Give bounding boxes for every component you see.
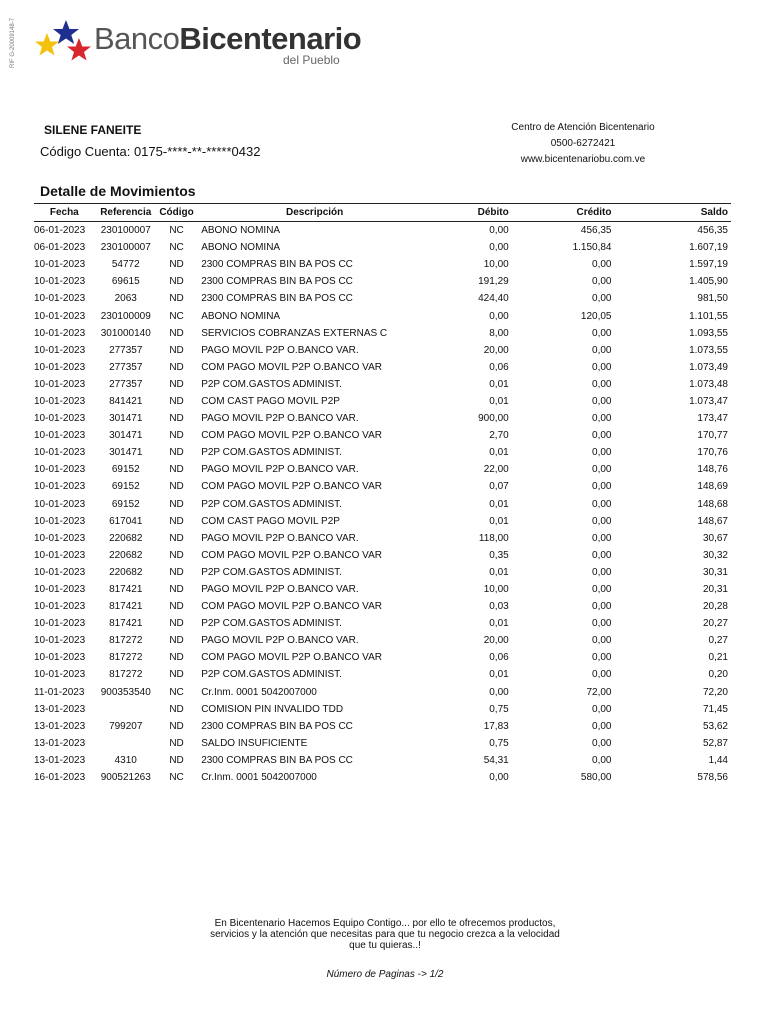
- cell-referencia: 277357: [109, 361, 143, 373]
- table-row: [34, 496, 731, 513]
- cell-credito: 0,00: [592, 635, 612, 647]
- cell-debito: 0,00: [489, 242, 509, 254]
- table-row: [34, 393, 731, 410]
- cell-descripcion: PAGO MOVIL P2P O.BANCO VAR.: [201, 413, 359, 425]
- cell-credito: 0,00: [592, 618, 612, 630]
- cell-descripcion: COMISION PIN INVALIDO TDD: [201, 703, 344, 715]
- cell-debito: 0,01: [489, 378, 509, 390]
- cell-saldo: 1.073,49: [689, 361, 728, 373]
- cell-fecha: 10-01-2023: [34, 635, 86, 647]
- bank-logo: [34, 20, 362, 70]
- cell-saldo: 148,67: [697, 515, 728, 527]
- header-debito: Débito: [428, 204, 511, 222]
- cell-fecha: 10-01-2023: [34, 259, 86, 271]
- page-number: Número de Paginas -> 1/2: [326, 969, 444, 980]
- cell-credito: 0,00: [592, 430, 612, 442]
- cell-debito: 54,31: [483, 754, 509, 766]
- cell-saldo: 578,56: [697, 772, 728, 784]
- cell-descripcion: COM PAGO MOVIL P2P O.BANCO VAR: [201, 430, 382, 442]
- cell-descripcion: P2P COM.GASTOS ADMINIST.: [201, 669, 342, 681]
- cell-descripcion: P2P COM.GASTOS ADMINIST.: [201, 566, 342, 578]
- cell-referencia: 301471: [109, 413, 143, 425]
- table-row: [34, 461, 731, 478]
- cell-descripcion: 2300 COMPRAS BIN BA POS CC: [201, 293, 353, 305]
- contact-block: [490, 120, 676, 168]
- cell-debito: 0,03: [489, 601, 509, 613]
- cell-descripcion: COM PAGO MOVIL P2P O.BANCO VAR: [201, 361, 382, 373]
- cell-codigo: ND: [169, 515, 184, 527]
- cell-fecha: 10-01-2023: [34, 532, 86, 544]
- cell-codigo: ND: [169, 276, 184, 288]
- cell-descripcion: SALDO INSUFICIENTE: [201, 737, 308, 749]
- cell-referencia: 220682: [109, 549, 143, 561]
- cell-codigo: NC: [169, 310, 184, 322]
- cell-codigo: ND: [169, 430, 184, 442]
- cell-fecha: 10-01-2023: [34, 584, 86, 596]
- cell-fecha: 06-01-2023: [34, 225, 86, 237]
- yellow-star-icon: [35, 33, 59, 56]
- cell-fecha: 10-01-2023: [34, 361, 86, 373]
- table-row: [34, 649, 731, 666]
- cell-descripcion: COM PAGO MOVIL P2P O.BANCO VAR: [201, 481, 382, 493]
- cell-fecha: 10-01-2023: [34, 413, 86, 425]
- header-fecha: Fecha: [34, 204, 95, 222]
- cell-fecha: 10-01-2023: [34, 344, 86, 356]
- cell-codigo: ND: [169, 361, 184, 373]
- cell-referencia: 54772: [111, 259, 140, 271]
- logo-wordmark: [94, 22, 361, 56]
- cell-saldo: 170,77: [697, 430, 728, 442]
- footer-message: [190, 918, 580, 951]
- cell-credito: 0,00: [592, 703, 612, 715]
- table-body: [34, 222, 731, 787]
- cell-descripcion: 2300 COMPRAS BIN BA POS CC: [201, 276, 353, 288]
- cell-debito: 0,75: [489, 737, 509, 749]
- cell-credito: 0,00: [592, 549, 612, 561]
- table-row: [34, 410, 731, 427]
- cell-referencia: 69152: [111, 464, 140, 476]
- cell-referencia: 301471: [109, 447, 143, 459]
- cell-credito: 0,00: [592, 276, 612, 288]
- header-credito: Crédito: [511, 204, 612, 222]
- cell-referencia: 841421: [109, 395, 143, 407]
- logo-subtitle: del Pueblo: [283, 53, 340, 67]
- cell-debito: 0,00: [489, 772, 509, 784]
- cell-debito: 0,01: [489, 566, 509, 578]
- table-row: [34, 547, 731, 564]
- footer-line: En Bicentenario Hacemos Equipo Contigo... por ello te ofrecemos productos,: [214, 918, 556, 929]
- cell-codigo: ND: [169, 737, 184, 749]
- cell-referencia: 69152: [111, 498, 140, 510]
- cell-descripcion: Cr.Inm. 0001 5042007000: [201, 686, 317, 698]
- cell-credito: 0,00: [592, 413, 612, 425]
- cell-referencia: [95, 735, 157, 752]
- cell-descripcion: 2300 COMPRAS BIN BA POS CC: [201, 720, 353, 732]
- cell-saldo: 30,31: [702, 566, 728, 578]
- cell-descripcion: PAGO MOVIL P2P O.BANCO VAR.: [201, 635, 359, 647]
- cell-fecha: 10-01-2023: [34, 618, 86, 630]
- cell-referencia: 817272: [109, 669, 143, 681]
- cell-referencia: 817272: [109, 635, 143, 647]
- blue-star-icon: [53, 20, 79, 44]
- table-row: [34, 632, 731, 649]
- header-referencia: Referencia: [95, 204, 157, 222]
- cell-referencia: 900353540: [100, 686, 151, 698]
- cell-referencia: 817272: [109, 652, 143, 664]
- cell-referencia: 69615: [111, 276, 140, 288]
- cell-credito: 0,00: [592, 378, 612, 390]
- cell-saldo: 72,20: [702, 686, 728, 698]
- cell-saldo: 1.597,19: [689, 259, 728, 271]
- cell-credito: 0,00: [592, 601, 612, 613]
- cell-credito: 0,00: [592, 566, 612, 578]
- cell-descripcion: Cr.Inm. 0001 5042007000: [201, 772, 317, 784]
- cell-codigo: NC: [169, 242, 184, 254]
- section-title: Detalle de Movimientos: [40, 183, 196, 199]
- logo-word-banco: Banco: [94, 21, 180, 56]
- cell-saldo: 1,44: [708, 754, 728, 766]
- footer-line: que tu quieras..!: [349, 940, 421, 951]
- cell-codigo: ND: [169, 344, 184, 356]
- cell-saldo: 170,76: [697, 447, 728, 459]
- table-row: [34, 513, 731, 530]
- cell-saldo: 20,27: [702, 618, 728, 630]
- cell-referencia: 2063: [114, 293, 137, 305]
- cell-fecha: 10-01-2023: [34, 276, 86, 288]
- cell-fecha: 16-01-2023: [34, 772, 86, 784]
- cell-descripcion: COM PAGO MOVIL P2P O.BANCO VAR: [201, 652, 382, 664]
- header-saldo: Saldo: [612, 204, 732, 222]
- cell-descripcion: COM CAST PAGO MOVIL P2P: [201, 515, 340, 527]
- cell-descripcion: P2P COM.GASTOS ADMINIST.: [201, 378, 342, 390]
- table-row: [34, 256, 731, 273]
- cell-debito: 0,35: [489, 549, 509, 561]
- cell-codigo: ND: [169, 566, 184, 578]
- cell-debito: 0,01: [489, 498, 509, 510]
- cell-debito: 191,29: [478, 276, 509, 288]
- cell-referencia: 230100009: [100, 310, 151, 322]
- cell-codigo: ND: [169, 498, 184, 510]
- cell-saldo: 52,87: [702, 737, 728, 749]
- table-row: [34, 530, 731, 547]
- cell-descripcion: ABONO NOMINA: [201, 310, 281, 322]
- cell-descripcion: SERVICIOS COBRANZAS EXTERNAS C: [201, 327, 388, 339]
- movements-table: [34, 203, 731, 786]
- cell-fecha: 10-01-2023: [34, 566, 86, 578]
- cell-saldo: 30,32: [702, 549, 728, 561]
- cell-saldo: 0,20: [708, 669, 728, 681]
- cell-referencia: [95, 701, 157, 718]
- cell-descripcion: 2300 COMPRAS BIN BA POS CC: [201, 259, 353, 271]
- cell-debito: 20,00: [483, 635, 509, 647]
- cell-credito: 0,00: [592, 259, 612, 271]
- cell-debito: 0,00: [489, 225, 509, 237]
- footer-line: servicios y la atención que necesitas para que tu negocio crezca a la velocidad: [210, 929, 560, 940]
- cell-codigo: ND: [169, 447, 184, 459]
- cell-fecha: 10-01-2023: [34, 669, 86, 681]
- table-row: [34, 239, 731, 256]
- cell-debito: 0,01: [489, 447, 509, 459]
- cell-referencia: 900521263: [100, 772, 151, 784]
- cell-referencia: 301471: [109, 430, 143, 442]
- cell-debito: 424,40: [478, 293, 509, 305]
- cell-saldo: 1.073,47: [689, 395, 728, 407]
- cell-saldo: 0,27: [708, 635, 728, 647]
- table-row: [34, 325, 731, 342]
- cell-debito: 0,00: [489, 310, 509, 322]
- cell-debito: 0,07: [489, 481, 509, 493]
- table-row: [34, 444, 731, 461]
- account-code: Código Cuenta: 0175-****-**-*****0432: [40, 144, 261, 159]
- cell-descripcion: PAGO MOVIL P2P O.BANCO VAR.: [201, 584, 359, 596]
- header-codigo: Código: [157, 204, 196, 222]
- cell-codigo: ND: [169, 584, 184, 596]
- cell-debito: 0,75: [489, 703, 509, 715]
- cell-fecha: 10-01-2023: [34, 430, 86, 442]
- table-row: [34, 666, 731, 683]
- cell-debito: 0,01: [489, 515, 509, 527]
- table-row: [34, 290, 731, 307]
- cell-credito: 1.150,84: [572, 242, 612, 254]
- cell-debito: 0,06: [489, 361, 509, 373]
- cell-fecha: 13-01-2023: [34, 754, 86, 766]
- table-row: [34, 273, 731, 290]
- cell-debito: 0,01: [489, 395, 509, 407]
- table-row: [34, 769, 731, 786]
- cell-descripcion: P2P COM.GASTOS ADMINIST.: [201, 618, 342, 630]
- table-row: [34, 701, 731, 718]
- cell-descripcion: ABONO NOMINA: [201, 225, 281, 237]
- cell-saldo: 148,69: [697, 481, 728, 493]
- cell-saldo: 30,67: [702, 532, 728, 544]
- cell-codigo: ND: [169, 259, 184, 271]
- cell-referencia: 230100007: [100, 242, 151, 254]
- cell-saldo: 71,45: [702, 703, 728, 715]
- cell-codigo: ND: [169, 327, 184, 339]
- cell-credito: 0,00: [592, 464, 612, 476]
- cell-saldo: 20,28: [702, 601, 728, 613]
- cell-fecha: 10-01-2023: [34, 327, 86, 339]
- cell-credito: 0,00: [592, 532, 612, 544]
- table-row: [34, 478, 731, 495]
- table-row: [34, 359, 731, 376]
- cell-credito: 0,00: [592, 720, 612, 732]
- cell-credito: 456,35: [580, 225, 612, 237]
- cell-debito: 8,00: [489, 327, 509, 339]
- table-row: [34, 684, 731, 701]
- cell-debito: 0,06: [489, 652, 509, 664]
- cell-fecha: 10-01-2023: [34, 515, 86, 527]
- table-header-row: [34, 204, 731, 222]
- cell-descripcion: P2P COM.GASTOS ADMINIST.: [201, 498, 342, 510]
- cell-fecha: 10-01-2023: [34, 447, 86, 459]
- cell-descripcion: COM PAGO MOVIL P2P O.BANCO VAR: [201, 601, 382, 613]
- cell-debito: 10,00: [483, 259, 509, 271]
- cell-descripcion: P2P COM.GASTOS ADMINIST.: [201, 447, 342, 459]
- cell-credito: 0,00: [592, 498, 612, 510]
- cell-codigo: ND: [169, 720, 184, 732]
- cell-referencia: 817421: [109, 601, 143, 613]
- cell-fecha: 10-01-2023: [34, 498, 86, 510]
- cell-codigo: ND: [169, 669, 184, 681]
- cell-credito: 0,00: [592, 395, 612, 407]
- cell-credito: 120,05: [580, 310, 612, 322]
- cell-descripcion: PAGO MOVIL P2P O.BANCO VAR.: [201, 532, 359, 544]
- cell-codigo: ND: [169, 601, 184, 613]
- cell-saldo: 173,47: [697, 413, 728, 425]
- cell-descripcion: 2300 COMPRAS BIN BA POS CC: [201, 754, 353, 766]
- cell-referencia: 277357: [109, 378, 143, 390]
- cell-fecha: 13-01-2023: [34, 703, 86, 715]
- cell-fecha: 10-01-2023: [34, 395, 86, 407]
- cell-descripcion: ABONO NOMINA: [201, 242, 281, 254]
- cell-fecha: 10-01-2023: [34, 601, 86, 613]
- cell-codigo: ND: [169, 618, 184, 630]
- logo-stars-icon: [34, 20, 96, 64]
- cell-referencia: 220682: [109, 566, 143, 578]
- cell-referencia: 301000140: [100, 327, 151, 339]
- cell-referencia: 277357: [109, 344, 143, 356]
- table-row: [34, 752, 731, 769]
- cell-debito: 0,00: [489, 686, 509, 698]
- cell-credito: 0,00: [592, 293, 612, 305]
- cell-credito: 0,00: [592, 515, 612, 527]
- cell-saldo: 148,68: [697, 498, 728, 510]
- cell-fecha: 10-01-2023: [34, 378, 86, 390]
- cell-credito: 0,00: [592, 754, 612, 766]
- table-row: [34, 735, 731, 752]
- cell-debito: 118,00: [478, 532, 509, 544]
- table-row: [34, 376, 731, 393]
- cell-referencia: 230100007: [100, 225, 151, 237]
- cell-codigo: ND: [169, 395, 184, 407]
- cell-saldo: 1.073,48: [689, 378, 728, 390]
- cell-credito: 0,00: [592, 737, 612, 749]
- cell-credito: 0,00: [592, 447, 612, 459]
- contact-web: www.bicentenariobu.com.ve: [520, 154, 646, 165]
- cell-credito: 0,00: [592, 327, 612, 339]
- cell-saldo: 1.607,19: [689, 242, 728, 254]
- cell-codigo: ND: [169, 464, 184, 476]
- cell-saldo: 1.101,55: [689, 310, 728, 322]
- logo-word-bicentenario: Bicentenario: [179, 21, 362, 56]
- cell-credito: 0,00: [592, 344, 612, 356]
- cell-debito: 22,00: [483, 464, 509, 476]
- cell-saldo: 1.405,90: [689, 276, 728, 288]
- cell-codigo: NC: [169, 686, 184, 698]
- cell-fecha: 10-01-2023: [34, 293, 86, 305]
- cell-descripcion: COM PAGO MOVIL P2P O.BANCO VAR: [201, 549, 382, 561]
- cell-codigo: ND: [169, 481, 184, 493]
- cell-referencia: 4310: [114, 754, 137, 766]
- cell-fecha: 10-01-2023: [34, 464, 86, 476]
- cell-codigo: ND: [169, 413, 184, 425]
- cell-fecha: 06-01-2023: [34, 242, 86, 254]
- cell-credito: 0,00: [592, 652, 612, 664]
- cell-fecha: 13-01-2023: [34, 720, 86, 732]
- cell-saldo: 981,50: [697, 293, 728, 305]
- table-row: [34, 307, 731, 324]
- cell-referencia: 817421: [109, 584, 143, 596]
- table-row: [34, 581, 731, 598]
- cell-credito: 0,00: [592, 361, 612, 373]
- cell-referencia: 617041: [109, 515, 143, 527]
- table-row: [34, 564, 731, 581]
- cell-referencia: 220682: [109, 532, 143, 544]
- cell-fecha: 10-01-2023: [34, 652, 86, 664]
- cell-saldo: 20,31: [702, 584, 728, 596]
- cell-debito: 20,00: [483, 344, 509, 356]
- cell-codigo: ND: [169, 532, 184, 544]
- cell-descripcion: PAGO MOVIL P2P O.BANCO VAR.: [201, 464, 359, 476]
- cell-saldo: 1.073,55: [689, 344, 728, 356]
- cell-codigo: ND: [169, 754, 184, 766]
- cell-debito: 17,83: [483, 720, 509, 732]
- rif-code: RIF G-20009148-7: [10, 17, 16, 68]
- cell-debito: 900,00: [478, 413, 509, 425]
- client-name: SILENE FANEITE: [44, 123, 142, 137]
- cell-descripcion: COM CAST PAGO MOVIL P2P: [201, 395, 340, 407]
- cell-saldo: 53,62: [702, 720, 728, 732]
- cell-saldo: 0,21: [708, 652, 728, 664]
- cell-credito: 580,00: [580, 772, 612, 784]
- cell-credito: 72,00: [586, 686, 612, 698]
- contact-title: Centro de Atención Bicentenario: [511, 122, 655, 133]
- cell-fecha: 10-01-2023: [34, 481, 86, 493]
- cell-saldo: 148,76: [697, 464, 728, 476]
- cell-codigo: ND: [169, 378, 184, 390]
- header-descripcion: Descripción: [196, 204, 428, 222]
- cell-saldo: 1.093,55: [689, 327, 728, 339]
- table-row: [34, 718, 731, 735]
- cell-credito: 0,00: [592, 481, 612, 493]
- cell-codigo: NC: [169, 772, 184, 784]
- cell-fecha: 10-01-2023: [34, 549, 86, 561]
- cell-credito: 0,00: [592, 669, 612, 681]
- cell-debito: 10,00: [483, 584, 509, 596]
- cell-fecha: 13-01-2023: [34, 737, 86, 749]
- cell-saldo: 456,35: [697, 225, 728, 237]
- cell-codigo: ND: [169, 293, 184, 305]
- table-row: [34, 427, 731, 444]
- table-row: [34, 222, 731, 240]
- cell-debito: 0,01: [489, 618, 509, 630]
- cell-referencia: 799207: [109, 720, 143, 732]
- cell-codigo: ND: [169, 635, 184, 647]
- cell-referencia: 817421: [109, 618, 143, 630]
- cell-descripcion: PAGO MOVIL P2P O.BANCO VAR.: [201, 344, 359, 356]
- cell-credito: 0,00: [592, 584, 612, 596]
- table-row: [34, 615, 731, 632]
- table-row: [34, 342, 731, 359]
- table-row: [34, 598, 731, 615]
- cell-debito: 2,70: [489, 430, 509, 442]
- cell-codigo: ND: [169, 703, 184, 715]
- cell-codigo: ND: [169, 652, 184, 664]
- cell-codigo: ND: [169, 549, 184, 561]
- cell-debito: 0,01: [489, 669, 509, 681]
- cell-referencia: 69152: [111, 481, 140, 493]
- cell-codigo: NC: [169, 225, 184, 237]
- cell-fecha: 10-01-2023: [34, 310, 86, 322]
- contact-phone: 0500-6272421: [550, 138, 616, 149]
- cell-fecha: 11-01-2023: [34, 686, 85, 698]
